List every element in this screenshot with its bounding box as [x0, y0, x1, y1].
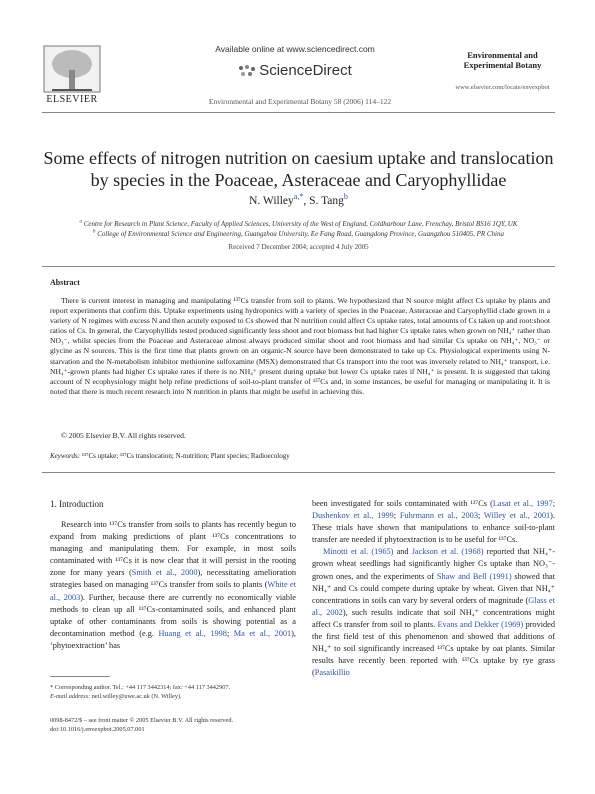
author-mark[interactable]: a,*	[293, 192, 304, 202]
keywords-list: ¹³⁷Cs uptake; ¹³⁷Cs translocation; N-nutrition; Plant species; Radioecology	[81, 452, 290, 460]
copyright-line: © 2005 Elsevier B.V. All rights reserved.	[61, 431, 186, 440]
publisher-logo-label: ELSEVIER	[46, 94, 98, 105]
abstract-text: There is current interest in managing and manipulating ¹³⁷Cs transfer from soil to plants. We hypothesized that N source might affect Cs uptake by plants and report experiments that confirm this. Uptake experiments using hydroponics with a variety of species in the Poaceae, Asteraceae and Caryophyllid clade grown in a variety of N regimes with excess N and then acutely exposed to Cs showed that N nutrition could affect Cs uptake rates, total amounts of Cs taken up and root:shoot ratios of Cs. In general, the Caryophyllids tested produced significantly less shoot and root biomass but had higher Cs uptake rates when grown on NH₄⁺ rather than NO₃⁻, whilst species from the Poaceae and Asteraceae almost always produced similar shoot and root biomass and had similar Cs uptake on NH₄⁺, NO₃⁻ or glycine as N sources. This is the first time that plants grown on an organic-N source have been demonstrated to take up Cs. Physiological experiments using N-starvation and the N-metabolism inhibitor methionine sulfoxamine (MSX) demonstrated that Cs transport into the root was inversely related to NH₄⁺ transport, i.e. NH₄⁺-grown plants had higher Cs uptake rates if there is no NH₄⁺ present during uptake but lower Cs uptake rates if NH₄⁺ is present. It is suggested that taking account of N ecophysiology might help refine predictions of soil-to-plant transfer of ¹³⁷Cs and, in some instances, be useful for managing or manipulating it. It is noted that there is much recent research into N nutrition in plants that might be useful in achieving this.	[50, 296, 550, 396]
journal-cover-title: Environmental and Experimental Botany	[463, 50, 542, 70]
corresponding-author: * Corresponding author. Tel.: +44 117 3442314; fax: +44 117 3442907.	[50, 684, 231, 691]
citation-link[interactable]: Dushenkov et al., 1999	[312, 511, 394, 521]
platform-name: ScienceDirect	[259, 62, 352, 79]
received-dates: Received 7 December 2004; accepted 4 July 2005	[228, 243, 369, 251]
section-heading: 1. Introduction	[50, 499, 104, 509]
doi-line[interactable]: doi:10.1016/j.envexpbot.2005.07.001	[50, 726, 145, 733]
keywords-line	[50, 452, 550, 460]
citation-link[interactable]: Lasat et al., 1997	[492, 499, 553, 508]
citation-link[interactable]: Glass et al., 2002	[312, 595, 555, 617]
citation-link[interactable]: Shaw and Bell (1991)	[436, 571, 512, 581]
journal-url[interactable]: www.elsevier.com/locate/envexpbot	[455, 84, 550, 91]
citation-link[interactable]: Huang et al., 1998	[158, 628, 227, 638]
citation-link[interactable]: White et al., 2003	[50, 580, 296, 602]
citation-link[interactable]: Evans and Dekker (1969)	[437, 619, 524, 629]
author-separator: ,	[303, 195, 310, 207]
author-name[interactable]: N. Willey	[249, 195, 294, 207]
affiliation-b: $^b$ College of Environmental Science and Engineering, Guangzhou University, Ee Fang Road, Guangdong Province, Guangzhou 510405, PR China	[93, 229, 504, 238]
article-title: Some effects of nitrogen nutrition on caesium uptake and translocation by species in the Poaceae, Asteraceae and Caryophyllidae	[43, 148, 554, 190]
author-name[interactable]: S. Tang	[309, 195, 344, 207]
journal-reference: Environmental and Experimental Botany 58 (2006) 114–122	[208, 97, 392, 106]
footnote-divider	[50, 676, 110, 677]
abstract-top-divider	[42, 266, 555, 267]
dots-logo-icon	[238, 64, 256, 78]
intro-right-column	[312, 498, 555, 679]
front-matter-info	[50, 716, 296, 734]
citation-link[interactable]: Fuhrmann et al., 2003	[399, 511, 478, 521]
abstract-heading: Abstract	[50, 278, 80, 287]
email-label: E-mail address:	[50, 693, 91, 700]
affiliation-a: $^a$ Centre for Research in Plant Science, Faculty of Applied Sciences, University of the West of England, Coldharbour Lane, Frenchay, Bristol BS16 1QY, UK	[79, 219, 518, 228]
sciencedirect-banner	[190, 44, 400, 79]
keywords-label: Keywords:	[50, 452, 81, 460]
intro-left-column: Research into ¹³⁷Cs transfer from soils to plants has recently begun to expand from making predictions of plant ¹³⁷Cs concentrations to managing and manipulating them. For example, in most soils contaminated with ¹³⁷Cs it is now clear that it will persist in the rooting zone for many years (Smith et al., 2000), necessitating amelioration strategies based on managing ¹³⁷Cs transfer from soils to plants (White et al., 2003). Further, because there are currently no economically viable methods to clean up all ¹³⁷Cs-contaminated soils, and enhanced plant uptake of other contaminants from soils is showing potential as a decontamination method (e.g. Huang et al., 1998; Ma et al., 2001), ‘phytoextraction’ has	[50, 520, 296, 650]
citation-link[interactable]: Willey et al., 2001	[483, 511, 551, 521]
journal-cover	[450, 50, 555, 91]
author-mark[interactable]: b	[343, 192, 348, 202]
author-list	[42, 192, 555, 207]
citation-link[interactable]: Smith et al., 2000	[131, 568, 198, 578]
paragraph: been investigated for soils contaminated with ¹³⁷Cs (Lasat et al., 1997; Dushenkov et al., 1999; Fuhrmann et al., 2003; Willey et al., 2001). These trials have shown that manipulations to enhance soil-to-plant transfer are needed if phytoextraction is to be useful for ¹³⁷Cs.	[312, 499, 555, 545]
abstract-bottom-divider	[42, 472, 555, 473]
affiliations	[42, 219, 555, 239]
citation-link[interactable]: Pasaikillio	[314, 668, 350, 678]
citation-link[interactable]: Minotti et al. (1965)	[323, 547, 394, 557]
footnote	[50, 683, 296, 701]
issn-line: 0098-8472/$ – see front matter © 2005 Elsevier B.V. All rights reserved.	[50, 717, 234, 724]
email-address[interactable]: neil.willey@uwe.ac.uk (N. Willey).	[90, 693, 182, 700]
citation-link[interactable]: Ma et al., 2001	[233, 628, 292, 638]
paragraph: Minotti et al. (1965) and Jackson et al. (1968) reported that NH₄⁺-grown wheat seedlings had significantly higher Cs uptake than NO₃⁻-grown ones, and the experiments of Shaw and Bell (1991) showed that NH₄⁺ and Cs could compete during uptake by wheat. Given that NH₄⁺ concentrations in soils can vary by several orders of magnitude (Glass et al., 2002), such results indicate that soil NH₄⁺ concentrations might affect Cs transfer from soil to plants. Evans and Dekker (1969) provided the first field test of this phenomenon and showed that additions of NH₄⁺ to soil significantly increased ¹³⁷Cs uptake by oat plants. Similar results have recently been reported with ¹³⁷Cs uptake by rye grass (Pasaikillio	[312, 547, 556, 678]
available-online-text: Available online at www.sciencedirect.com	[215, 44, 375, 54]
email-line	[50, 692, 296, 701]
platform-name-row	[190, 62, 400, 79]
citation-link[interactable]: Jackson et al. (1968)	[411, 547, 484, 557]
publisher-logo	[42, 44, 102, 106]
header-divider	[42, 112, 555, 113]
